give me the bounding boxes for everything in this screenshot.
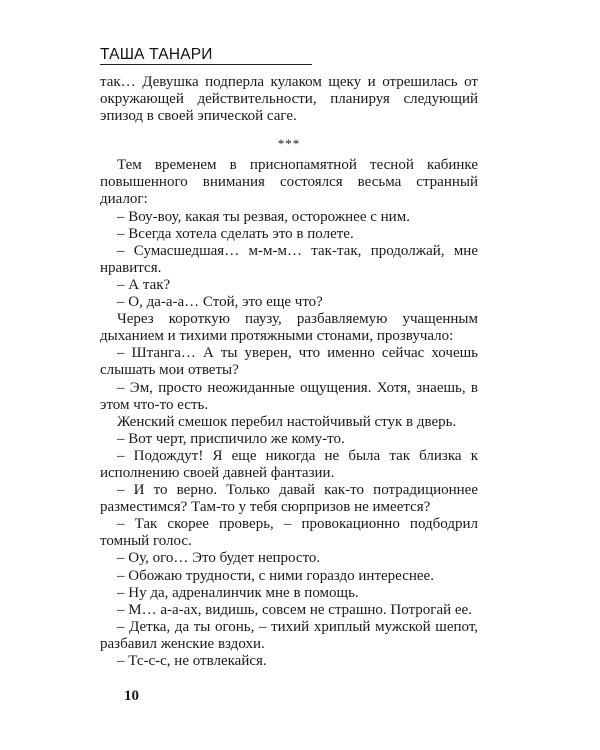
page-number: 10 [124,688,139,704]
dialogue-line: – М… а-а-ах, видишь, совсем не страшно. Потрогай ее. [117,601,472,618]
dialogue-line: – Тс-с-с, не отвлекайся. [117,653,267,669]
paragraph: Женский смешок перебил настойчивый стук в дверь. [117,413,457,430]
paragraph: Тем временем в приснопамятной тесной кабинке повышенного внимания состоялся весьма странный диалог: [100,157,478,208]
dialogue-line: – Штанга… А ты уверен, что именно сейчас хочешь слышать мои ответы? [100,345,478,379]
header-rule [100,64,312,65]
dialogue-line: – Ну да, адреналинчик мне в помощь. [117,584,359,601]
page-body [100,74,478,670]
dialogue-line: – И то верно. Только давай как-то потрадиционнее разместимся? Там-то у тебя сюрпризов не имеется? [100,482,478,516]
dialogue-line: – Оу, ого… Это будет непросто. [117,550,321,567]
dialogue-line: – Вот черт, приспичило же кому-то. [117,430,345,447]
paragraph: так… Девушка подперла кулаком щеку и отрешилась от окружающей действительности, планируя следующий эпизод в своей эпической саге. [100,74,478,125]
section-break-ornament: *** [277,136,301,152]
dialogue-line: – Эм, просто неожиданные ощущения. Хотя, знаешь, в этом что-то есть. [100,379,478,413]
dialogue-line: – Сумасшедшая… м-м-м… так-так, продолжай, мне нравится. [100,242,478,276]
running-header: ТАША ТАНАРИ [100,46,213,63]
dialogue-line: – Воу-воу, какая ты резвая, осторожнее с ним. [117,208,410,225]
dialogue-line: – Обожаю трудности, с ними гораздо интереснее. [117,567,434,584]
dialogue-line: – Детка, да ты огонь, – тихий хриплый мужской шепот, разбавил женские вздохи. [100,618,478,652]
dialogue-line: – Так скорее проверь, – провокационно подбодрил томный голос. [100,516,478,550]
dialogue-line: – Всегда хотела сделать это в полете. [117,225,354,242]
paragraph: Через короткую паузу, разбавляемую учащенным дыханием и тихими протяжными стонами, прозвучало: [100,311,478,345]
dialogue-line: – Подождут! Я еще никогда не была так близка к исполнению своей давней фантазии. [100,447,478,481]
dialogue-line: – А так? [117,276,171,293]
dialogue-line: – О, да-а-а… Стой, это еще что? [117,294,323,311]
